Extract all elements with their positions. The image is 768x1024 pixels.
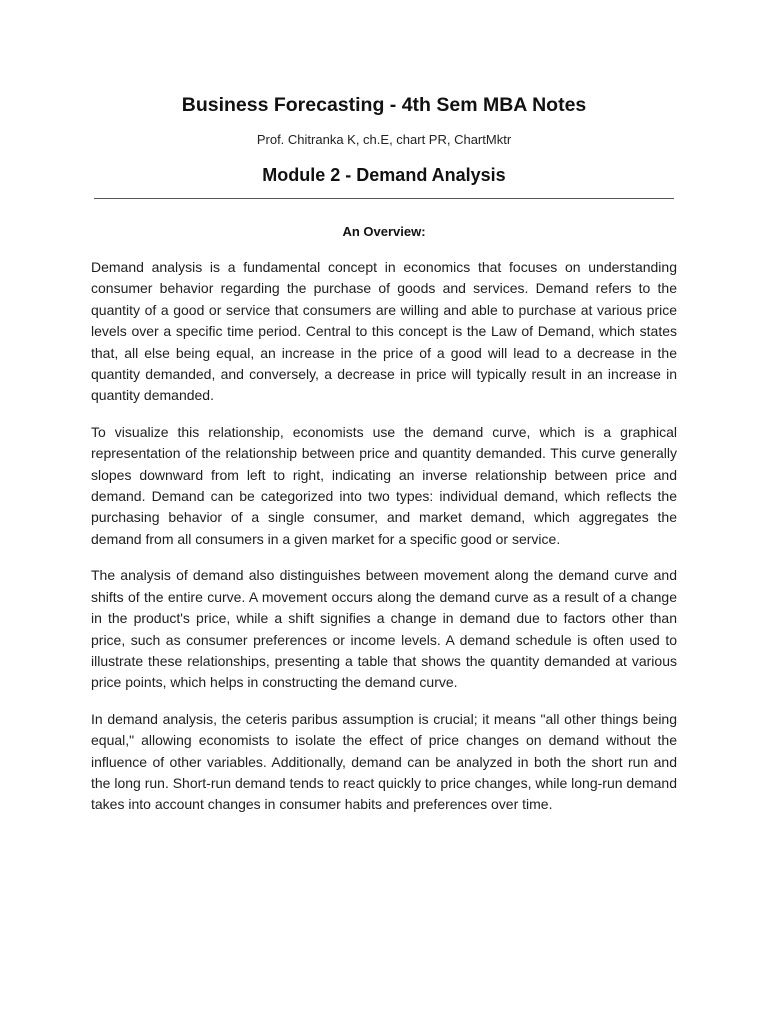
paragraph: The analysis of demand also distinguishes between movement along the demand curve and shifts of the entire curve. A movement occurs along the demand curve as a result of a change in the product's price, while a shift signifies a change in demand due to factors other than price, such as consumer preferences or income levels. A demand schedule is often used to illustrate these relationships, presenting a table that shows the quantity demanded at various price points, which helps in constructing the demand curve. [91, 567, 677, 691]
author-line: Prof. Chitranka K, ch.E, chart PR, ChartMktr [256, 132, 512, 147]
module-title: Module 2 - Demand Analysis [262, 165, 506, 185]
document-title: Business Forecasting - 4th Sem MBA Notes [181, 94, 587, 116]
body-text [91, 257, 677, 816]
paragraph: To visualize this relationship, economists use the demand curve, which is a graphical representation of the relationship between price and quantity demanded. This curve generally slopes downward from left to right, indicating an inverse relationship between price and demand. Demand can be categorized into two types: individual demand, which reflects the purchasing behavior of a single consumer, and market demand, which aggregates the demand from all consumers in a given market for a specific good or service. [91, 423, 677, 547]
paragraph: Demand analysis is a fundamental concept in economics that focuses on understanding consumer behavior regarding the purchase of goods and services. Demand refers to the quantity of a good or service that consumers are willing and able to purchase at various price levels over a specific time period. Central to this concept is the Law of Demand, which states that, all else being equal, an increase in the price of a good will lead to a decrease in the quantity demanded, and conversely, a decrease in price will typically result in an increase in quantity demanded. [91, 259, 677, 404]
section-heading: An Overview: [342, 224, 426, 239]
paragraph: In demand analysis, the ceteris paribus assumption is crucial; it means "all other things being equal," allowing economists to isolate the effect of price changes on demand without the influence of other variables. Additionally, demand can be analyzed in both the short run and the long run. Short-run demand tends to react quickly to price changes, while long-run demand takes into account changes in consumer habits and preferences over time. [91, 710, 678, 813]
